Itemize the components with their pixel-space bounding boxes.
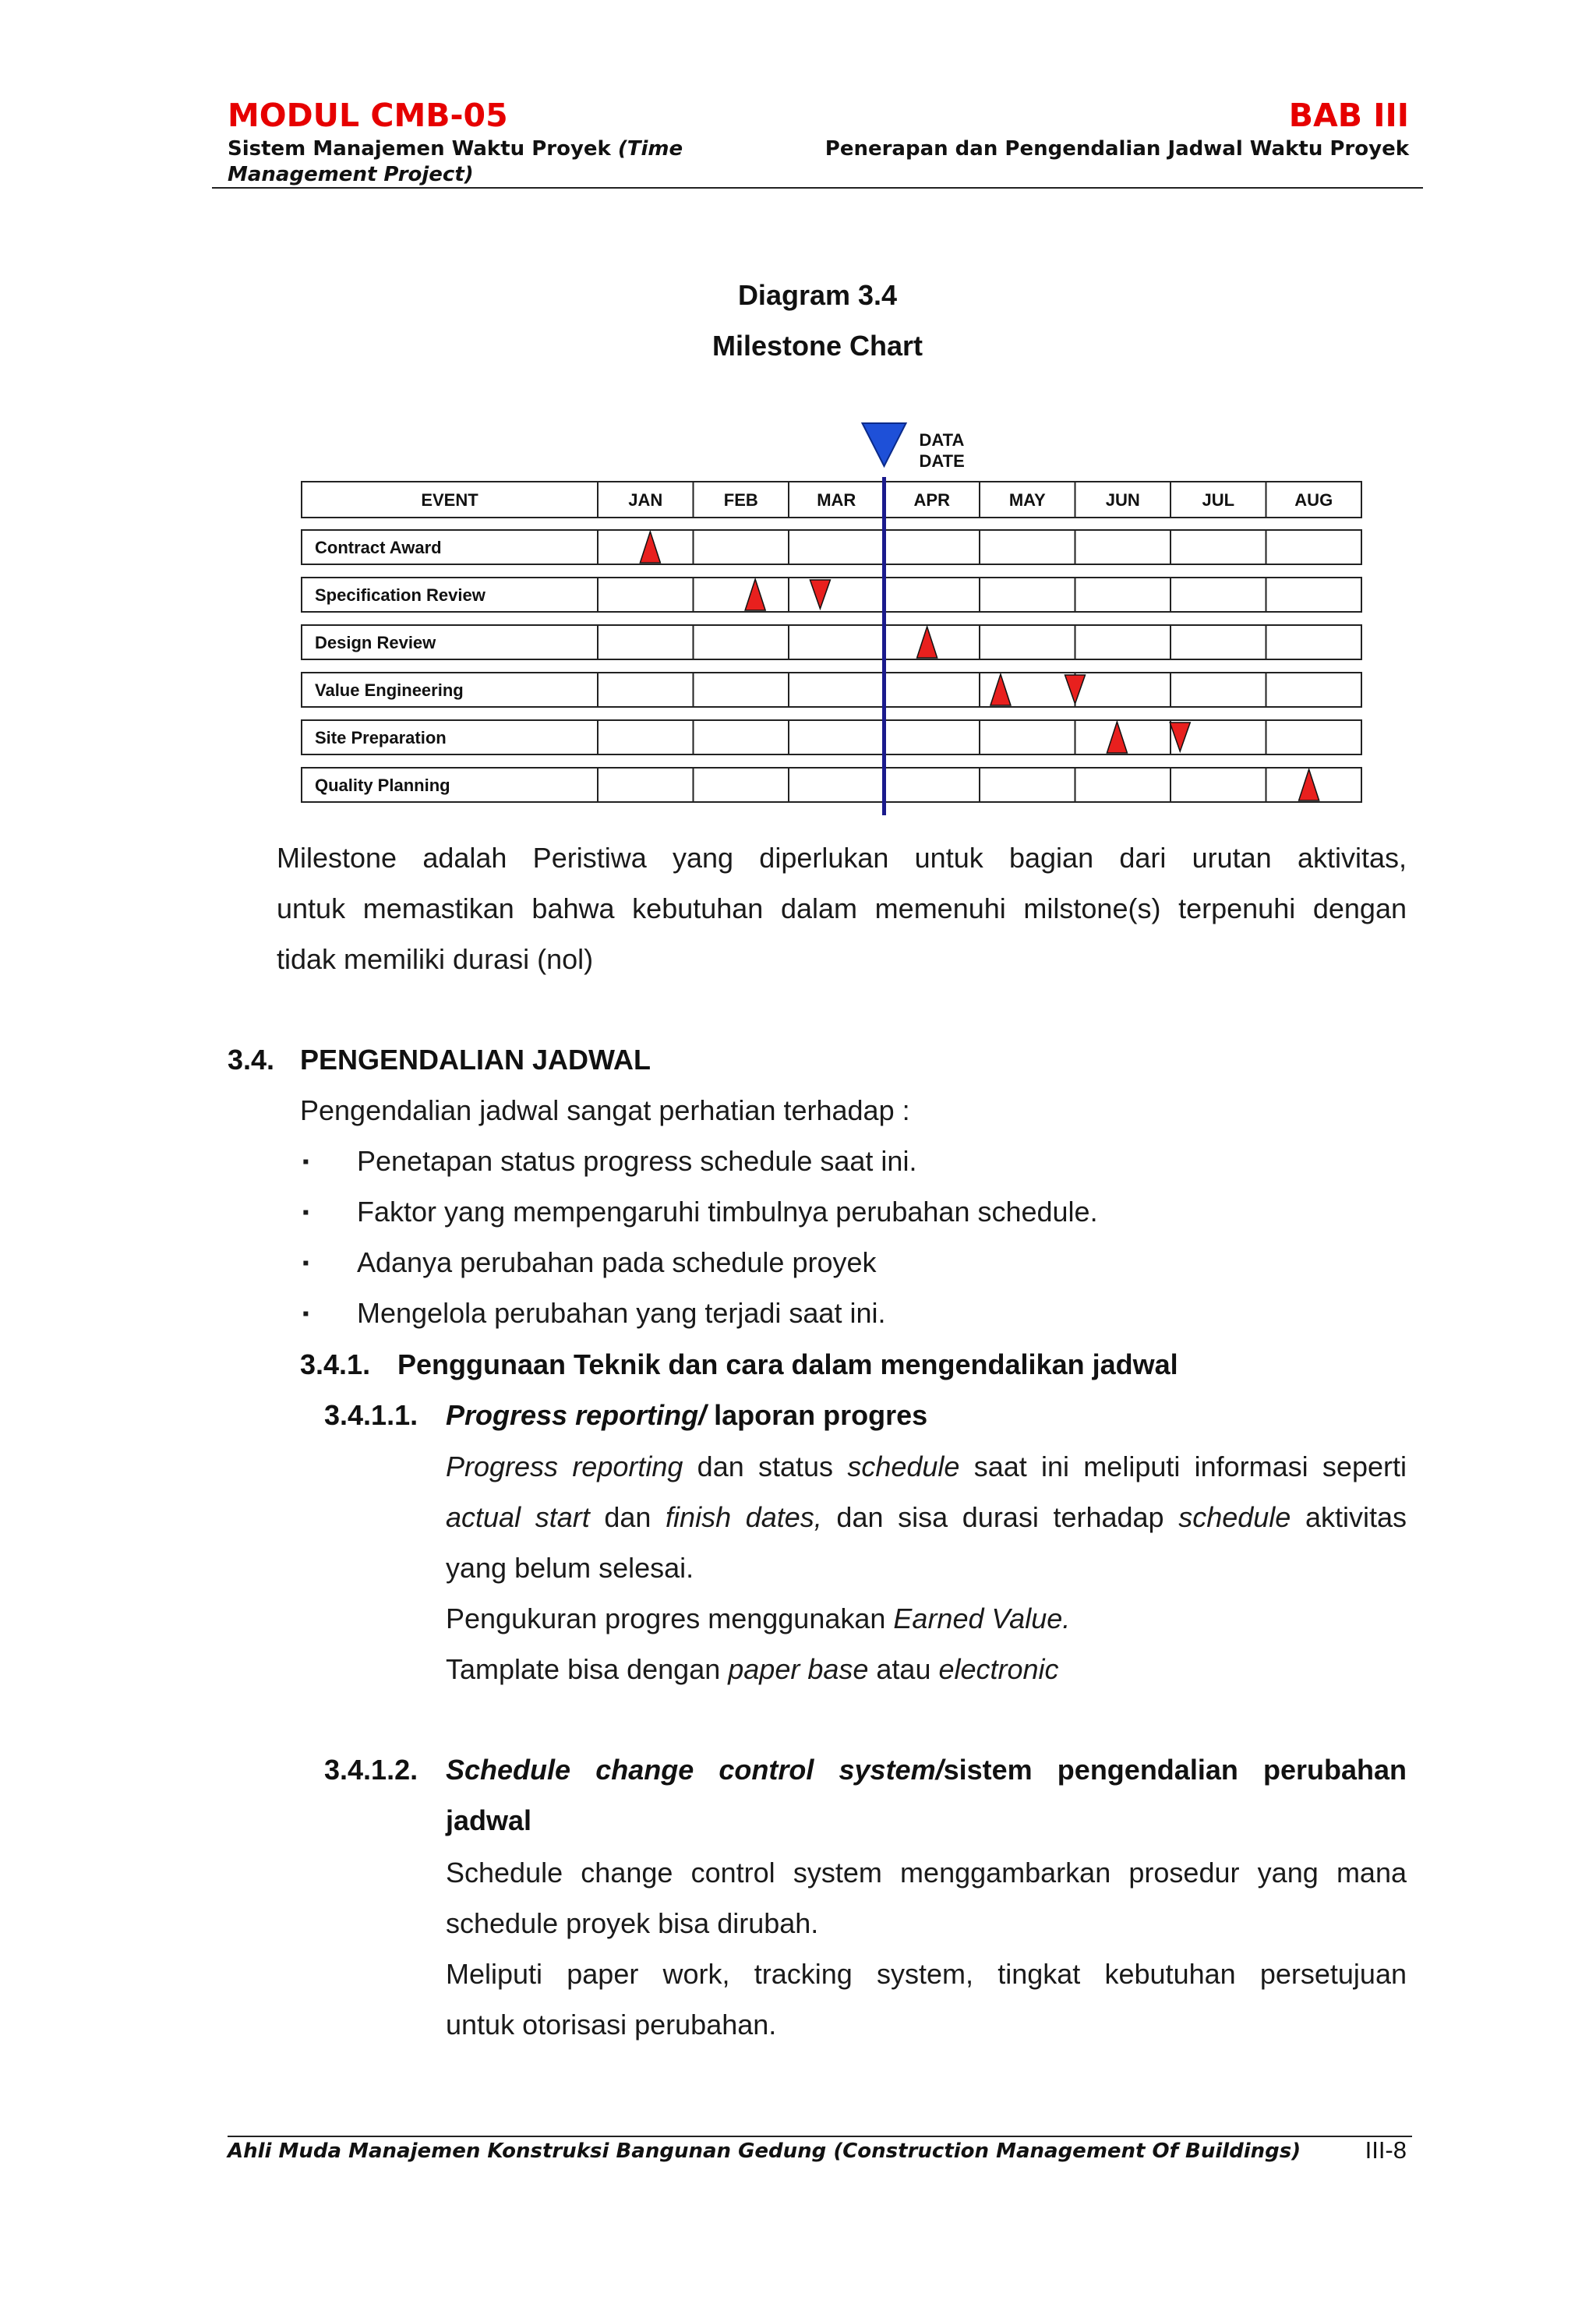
month-cell xyxy=(1266,530,1362,564)
month-header-apr: APR xyxy=(913,490,950,510)
section-3-4-1-2-title-line2: jadwal xyxy=(446,1804,532,1836)
progress-line-2-f: aktivitas xyxy=(1291,1501,1407,1533)
progress-line-5-a: Tamplate bisa dengan xyxy=(446,1653,729,1685)
intro-line-3: tidak memiliki durasi (nol) xyxy=(277,943,594,975)
progress-line-2-e: schedule xyxy=(1178,1501,1291,1533)
month-cell xyxy=(789,673,885,707)
section-3-4-1-2-title-rest: sistem pengendalian perubahan xyxy=(943,1754,1407,1786)
bullet-mark-4: ▪ xyxy=(302,1303,309,1324)
month-header-may: MAY xyxy=(1008,490,1046,510)
progress-line-4-a: Pengukuran progres menggunakan xyxy=(446,1602,894,1634)
scc-line-4: untuk otorisasi perubahan. xyxy=(446,2009,777,2041)
month-cell xyxy=(885,768,980,802)
month-cell xyxy=(598,720,694,754)
month-cell xyxy=(980,768,1075,802)
month-header-aug: AUG xyxy=(1294,490,1333,510)
bullet-item-2: Faktor yang mempengaruhi timbulnya perubahan schedule. xyxy=(357,1196,1098,1228)
month-cell xyxy=(598,625,694,659)
month-cell xyxy=(1171,673,1266,707)
month-cell xyxy=(694,673,789,707)
month-cell xyxy=(789,720,885,754)
month-cell xyxy=(694,768,789,802)
month-cell xyxy=(1171,625,1266,659)
month-cell xyxy=(598,578,694,612)
month-cell xyxy=(789,768,885,802)
month-cell xyxy=(598,768,694,802)
progress-line-2 xyxy=(446,1492,1407,1542)
module-subtitle-line2: Management Project) xyxy=(228,163,474,186)
event-header-label: EVENT xyxy=(421,490,478,510)
milestone-chart xyxy=(0,0,1596,842)
progress-line-5-d: electronic xyxy=(938,1653,1059,1685)
progress-line-2-c: finish dates, xyxy=(666,1501,822,1533)
event-label: Site Preparation xyxy=(315,728,447,747)
bullet-mark-1: ▪ xyxy=(302,1151,309,1172)
month-cell xyxy=(694,720,789,754)
month-cell xyxy=(1171,530,1266,564)
section-3-4-intro: Pengendalian jadwal sangat perhatian terhadap : xyxy=(300,1094,910,1126)
month-cell xyxy=(885,720,980,754)
event-label: Specification Review xyxy=(315,585,486,605)
month-cell xyxy=(1075,530,1171,564)
month-cell xyxy=(789,578,885,612)
month-cell xyxy=(1075,673,1171,707)
progress-line-1 xyxy=(446,1441,1407,1492)
event-label: Value Engineering xyxy=(315,680,464,700)
footer-rule xyxy=(228,2136,1412,2137)
month-cell xyxy=(980,625,1075,659)
data-date-label-1: DATA xyxy=(919,430,965,450)
month-cell xyxy=(885,673,980,707)
section-3-4-1-1-title-italic: Progress reporting/ xyxy=(446,1399,707,1431)
data-date-label-2: DATE xyxy=(919,451,965,471)
data-date-marker-icon xyxy=(863,423,906,466)
progress-line-4 xyxy=(446,1593,1070,1644)
progress-line-4-b: Earned Value. xyxy=(893,1602,1071,1634)
bullet-mark-2: ▪ xyxy=(302,1202,309,1223)
month-header-jan: JAN xyxy=(628,490,663,510)
section-3-4-1-1-title-rest: laporan progres xyxy=(706,1399,928,1431)
month-header-mar: MAR xyxy=(817,490,856,510)
section-3-4-1-2-number: 3.4.1.2. xyxy=(324,1754,418,1786)
section-3-4-1-1-number: 3.4.1.1. xyxy=(324,1399,418,1431)
bullet-item-3: Adanya perubahan pada schedule proyek xyxy=(357,1246,877,1278)
section-3-4-1-2-title xyxy=(446,1754,1407,1786)
month-cell xyxy=(694,530,789,564)
month-header-jul: JUL xyxy=(1202,490,1235,510)
month-cell xyxy=(598,673,694,707)
month-cell xyxy=(980,530,1075,564)
month-cell xyxy=(885,530,980,564)
figure-caption: Milestone Chart xyxy=(711,330,923,362)
section-3-4-title: PENGENDALIAN JADWAL xyxy=(300,1044,651,1076)
footer-text: Ahli Muda Manajemen Konstruksi Bangunan Gedung (Construction Management Of Buildings) xyxy=(228,2140,1301,2163)
progress-line-2-b: dan xyxy=(589,1501,666,1533)
progress-line-1-b: dan status xyxy=(683,1451,848,1482)
bullet-mark-3: ▪ xyxy=(302,1253,309,1274)
module-title: MODUL CMB-05 xyxy=(228,97,508,134)
month-cell xyxy=(1266,720,1362,754)
event-label: Quality Planning xyxy=(315,776,450,795)
month-cell xyxy=(1075,578,1171,612)
scc-line-2: schedule proyek bisa dirubah. xyxy=(446,1907,819,1939)
progress-line-5-c: atau xyxy=(868,1653,939,1685)
progress-line-3: yang belum selesai. xyxy=(446,1552,694,1584)
intro-line-1: Milestone adalah Peristiwa yang diperlukan untuk bagian dari urutan aktivitas, xyxy=(277,842,1407,874)
month-cell xyxy=(1075,625,1171,659)
month-cell xyxy=(1171,578,1266,612)
progress-line-1-a: Progress reporting xyxy=(446,1451,683,1482)
month-cell xyxy=(1266,578,1362,612)
month-cell xyxy=(1266,673,1362,707)
month-cell xyxy=(980,720,1075,754)
month-cell xyxy=(1171,768,1266,802)
bullet-item-4: Mengelola perubahan yang terjadi saat ini. xyxy=(357,1297,886,1329)
section-3-4-1-number: 3.4.1. xyxy=(300,1348,371,1380)
figure-label: Diagram 3.4 xyxy=(737,279,898,311)
scc-line-3: Meliputi paper work, tracking system, tingkat kebutuhan persetujuan xyxy=(446,1958,1407,1990)
progress-line-1-c: schedule xyxy=(847,1451,960,1482)
progress-line-5 xyxy=(446,1644,1059,1694)
month-cell xyxy=(694,625,789,659)
section-3-4-1-2-title-italic: Schedule change control system/ xyxy=(446,1754,944,1786)
progress-line-2-a: actual start xyxy=(446,1501,590,1533)
section-3-4-1-title: Penggunaan Teknik dan cara dalam mengendalikan jadwal xyxy=(397,1348,1178,1380)
scc-line-1: Schedule change control system menggambarkan prosedur yang mana xyxy=(446,1857,1407,1889)
month-cell xyxy=(1075,768,1171,802)
section-3-4-1-1-title xyxy=(446,1399,927,1432)
chapter-subtitle: Penerapan dan Pengendalian Jadwal Waktu Proyek xyxy=(824,137,1409,161)
month-cell xyxy=(885,578,980,612)
month-cell xyxy=(789,530,885,564)
month-cell xyxy=(694,578,789,612)
section-3-4-number: 3.4. xyxy=(228,1044,275,1076)
chapter-title: BAB III xyxy=(1288,97,1409,134)
progress-line-2-d: dan sisa durasi terhadap xyxy=(821,1501,1179,1533)
progress-line-5-b: paper base xyxy=(728,1653,869,1685)
month-cell xyxy=(789,625,885,659)
month-header-jun: JUN xyxy=(1105,490,1140,510)
module-subtitle-italic: (Time xyxy=(617,137,683,161)
intro-line-2: untuk memastikan bahwa kebutuhan dalam memenuhi milstone(s) terpenuhi dengan xyxy=(277,892,1407,924)
month-header-feb: FEB xyxy=(723,490,758,510)
module-subtitle-text: Sistem Manajemen Waktu Proyek xyxy=(228,137,618,161)
month-cell xyxy=(980,578,1075,612)
month-cell xyxy=(1266,625,1362,659)
event-label: Design Review xyxy=(315,633,436,652)
event-label: Contract Award xyxy=(315,538,442,557)
bullet-item-1: Penetapan status progress schedule saat ini. xyxy=(357,1145,917,1177)
page-number: III-8 xyxy=(1365,2136,1407,2164)
progress-line-1-d: saat ini meliputi informasi seperti xyxy=(959,1451,1407,1482)
